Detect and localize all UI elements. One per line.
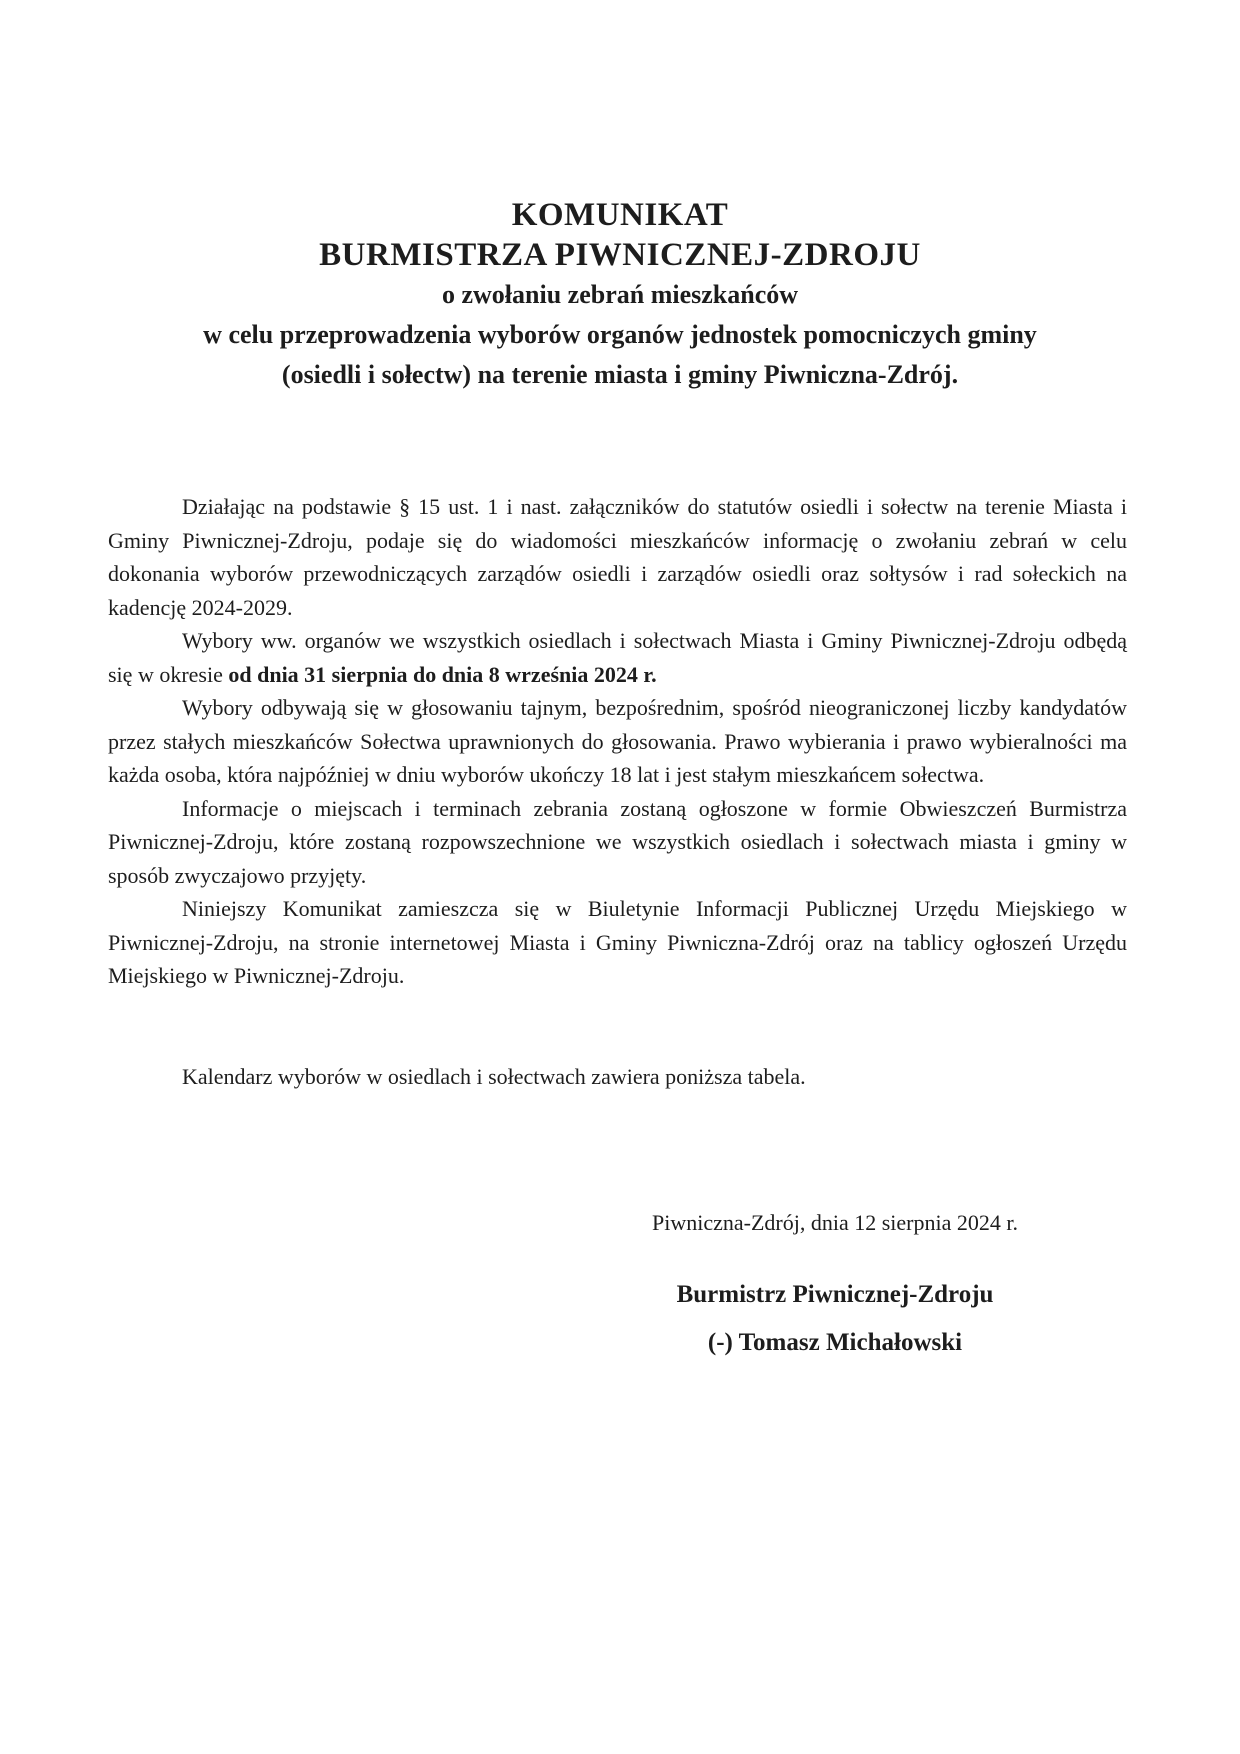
subtitle-line-cel: w celu przeprowadzenia wyborów organów jednostek pomocniczych gminy [203,320,1037,349]
signature-block [515,1206,1155,1359]
paragraph-announcements: Informacje o miejscach i terminach zebrania zostaną ogłoszone w formie Obwieszczeń Burmistrza Piwnicznej-Zdroju, które zostaną rozpowszechnione we wszystkich osiedlach i sołectwach miasta i gminy w sposób zwyczajowo przyjęty. [108,795,1127,888]
election-period-dates-bold: od dnia 31 sierpnia do dnia 8 września 2024 r. [228,661,657,687]
subtitle-line-zwolanie: o zwołaniu zebrań mieszkańców [441,280,799,309]
dateline: Piwniczna-Zdrój, dnia 12 sierpnia 2024 r. [652,1210,1018,1235]
paragraph-election-period [108,624,1127,691]
subtitle-line-teren: (osiedli i sołectw) na terenie miasta i gminy Piwniczna-Zdrój. [281,360,959,389]
paragraph-publication: Niniejszy Komunikat zamieszcza się w Biuletynie Informacji Publicznej Urzędu Miejskiego w Piwnicznej-Zdroju, na stronie internetowej Miasta i Gminy Piwniczna-Zdrój oraz na tablicy ogłoszeń Urzędu Miejskiego w Piwnicznej-Zdroju. [108,896,1127,988]
document-body [0,490,1240,1093]
signature-role: Burmistrz Piwnicznej-Zdroju [676,1281,994,1308]
paragraph-voting-rules: Wybory odbywają się w głosowaniu tajnym, bezpośrednim, spośród nieograniczonej liczby kandydatów przez stałych mieszkańców Sołectwa uprawnionych do głosowania. Prawo wybierania i prawo wybieralności ma każda osoba, która najpóźniej w dniu wyborów ukończy 18 lat i jest stałym mieszkańcem sołectwa. [108,695,1127,787]
signature-name: (-) Tomasz Michałowski [707,1329,963,1356]
paragraph-table-note: Kalendarz wyborów w osiedlach i sołectwach zawiera poniższa tabela. [182,1063,806,1089]
election-period-text: Wybory ww. organów we wszystkich osiedlach i sołectwach Miasta i Gminy Piwnicznej-Zdroju odbędą się w okresie [108,628,1127,687]
document-title-block [0,195,1240,395]
title-line-komunikat: KOMUNIKAT [511,197,729,233]
title-line-burmistrza: BURMISTRZA PIWNICZNEJ-ZDROJU [319,237,921,273]
paragraph-legal-basis: Działając na podstawie § 15 ust. 1 i nast. załączników do statutów osiedli i sołectw na terenie Miasta i Gminy Piwnicznej-Zdroju, podaje się do wiadomości mieszkańców informację o zwołaniu zebrań w celu dokonania wyborów przewodniczących zarządów osiedli i zarządów osiedli oraz sołtysów i rad sołeckich na kadencję 2024-2029. [108,494,1127,620]
